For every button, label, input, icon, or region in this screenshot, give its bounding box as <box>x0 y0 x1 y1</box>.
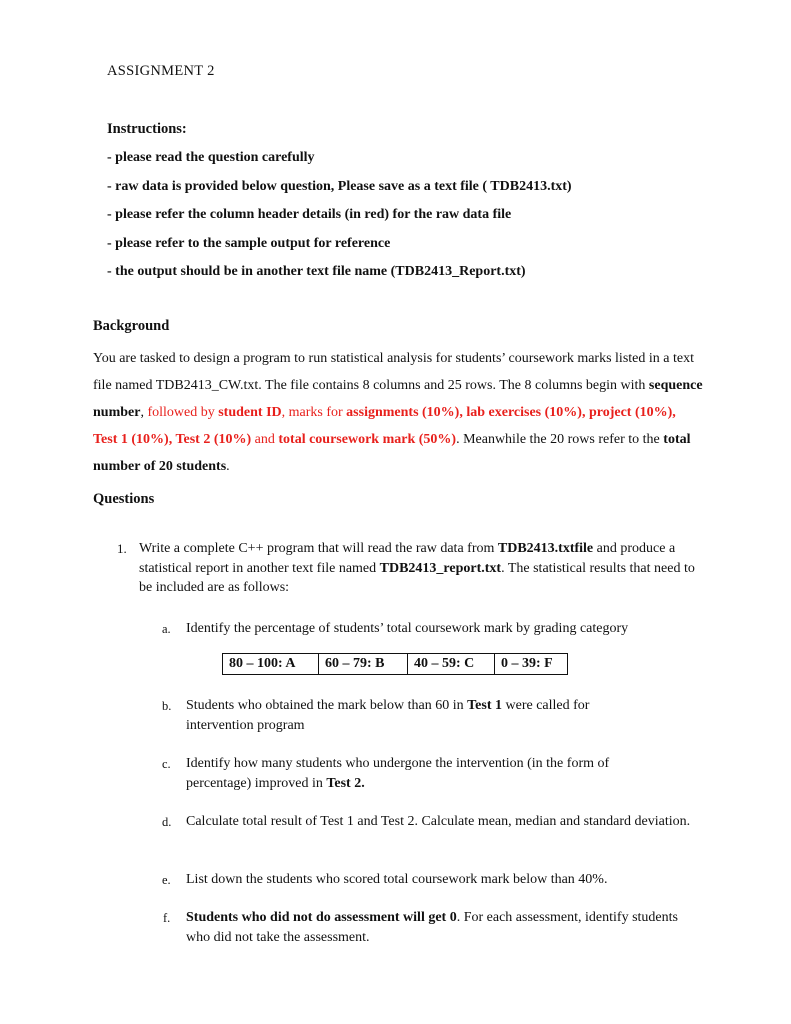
total-coursework-term: total coursework mark (50%) <box>278 432 457 447</box>
question-number: 1. <box>117 541 127 556</box>
question-text: . The statistical results that need to be included are as follows: <box>139 560 695 595</box>
background-heading: Background <box>93 318 170 334</box>
instruction-item: - please refer the column header details (in red) for the raw data file <box>107 207 512 222</box>
subquestion-letter: d. <box>162 815 172 829</box>
column-header-text: and <box>251 432 279 447</box>
subquestion-letter: e. <box>162 873 171 887</box>
background-text: , <box>140 405 148 420</box>
instruction-item: - please refer to the sample output for reference <box>107 235 391 251</box>
subquestion-text: . For each assessment, identify students who did not take the assessment. <box>186 910 678 945</box>
background-text: . <box>226 459 230 474</box>
instruction-item: - please read the question carefully <box>107 150 315 165</box>
background-text: . Meanwhile the 20 rows refer to the <box>456 432 664 447</box>
column-header-text: , marks for <box>281 405 347 420</box>
question-text: and produce a statistical report in another text file named <box>139 541 676 576</box>
total-students-term: total number of 20 students <box>93 432 691 474</box>
assessment-columns-term: assignments (10%), lab exercises (10%), project (10%), Test 1 (10%), Test 2 (10%) <box>93 405 676 447</box>
assignment-title: ASSIGNMENT 2 <box>107 63 215 79</box>
subquestion-letter: b. <box>162 699 172 713</box>
question-1-text <box>139 539 699 598</box>
subquestion-f <box>186 908 686 947</box>
output-filename: TDB2413_report.txt <box>379 560 502 576</box>
subquestion-letter: a. <box>162 622 171 636</box>
instruction-item: - raw data is provided below question, Please save as a text file ( TDB2413.txt) <box>107 178 572 194</box>
grade-cell: 40 – 59: C <box>408 654 495 674</box>
subquestion-letter: f. <box>163 911 171 925</box>
background-text: You are tasked to design a program to run statistical analysis for students’ coursework marks listed in a text file named TDB2413_CW.txt. The file contains 8 columns and 25 rows. The 8 columns begin with <box>93 351 694 393</box>
instructions-heading: Instructions: <box>107 121 187 137</box>
questions-heading: Questions <box>93 491 155 507</box>
zero-mark-rule: Students who did not do assessment will get 0 <box>186 910 457 925</box>
sequence-number-term: sequence number <box>93 378 703 420</box>
subquestion-c <box>186 754 676 793</box>
instructions-list <box>107 148 572 291</box>
student-id-term: student ID <box>218 405 282 420</box>
subquestion-a: Identify the percentage of students’ total coursework mark by grading category <box>186 621 629 636</box>
test-2-term: Test 2. <box>326 775 365 791</box>
subquestion-letter: c. <box>162 757 171 771</box>
grading-table <box>222 653 568 675</box>
column-header-text: followed by <box>147 405 219 420</box>
instruction-item: - the output should be in another text file name (TDB2413_Report.txt) <box>107 264 526 279</box>
subquestion-b <box>186 696 656 735</box>
subquestion-text: Students who obtained the mark below than 60 in <box>186 698 468 713</box>
background-paragraph <box>93 345 703 480</box>
input-filename: TDB2413.txtfile <box>497 541 594 556</box>
grade-cell: 60 – 79: B <box>319 654 408 674</box>
subquestion-text: were called for intervention program <box>186 698 590 733</box>
grade-cell: 0 – 39: F <box>501 656 553 671</box>
question-text: Write a complete C++ program that will read the raw data from <box>139 541 498 556</box>
test-1-term: Test 1 <box>467 698 503 713</box>
subquestion-d: Calculate total result of Test 1 and Test 2. Calculate mean, median and standard deviation. <box>186 814 691 829</box>
grade-cell: 80 – 100: A <box>223 654 319 674</box>
subquestion-text: Identify how many students who undergone the intervention (in the form of percentage) improved in <box>186 756 610 791</box>
subquestion-e: List down the students who scored total coursework mark below than 40%. <box>186 872 608 887</box>
